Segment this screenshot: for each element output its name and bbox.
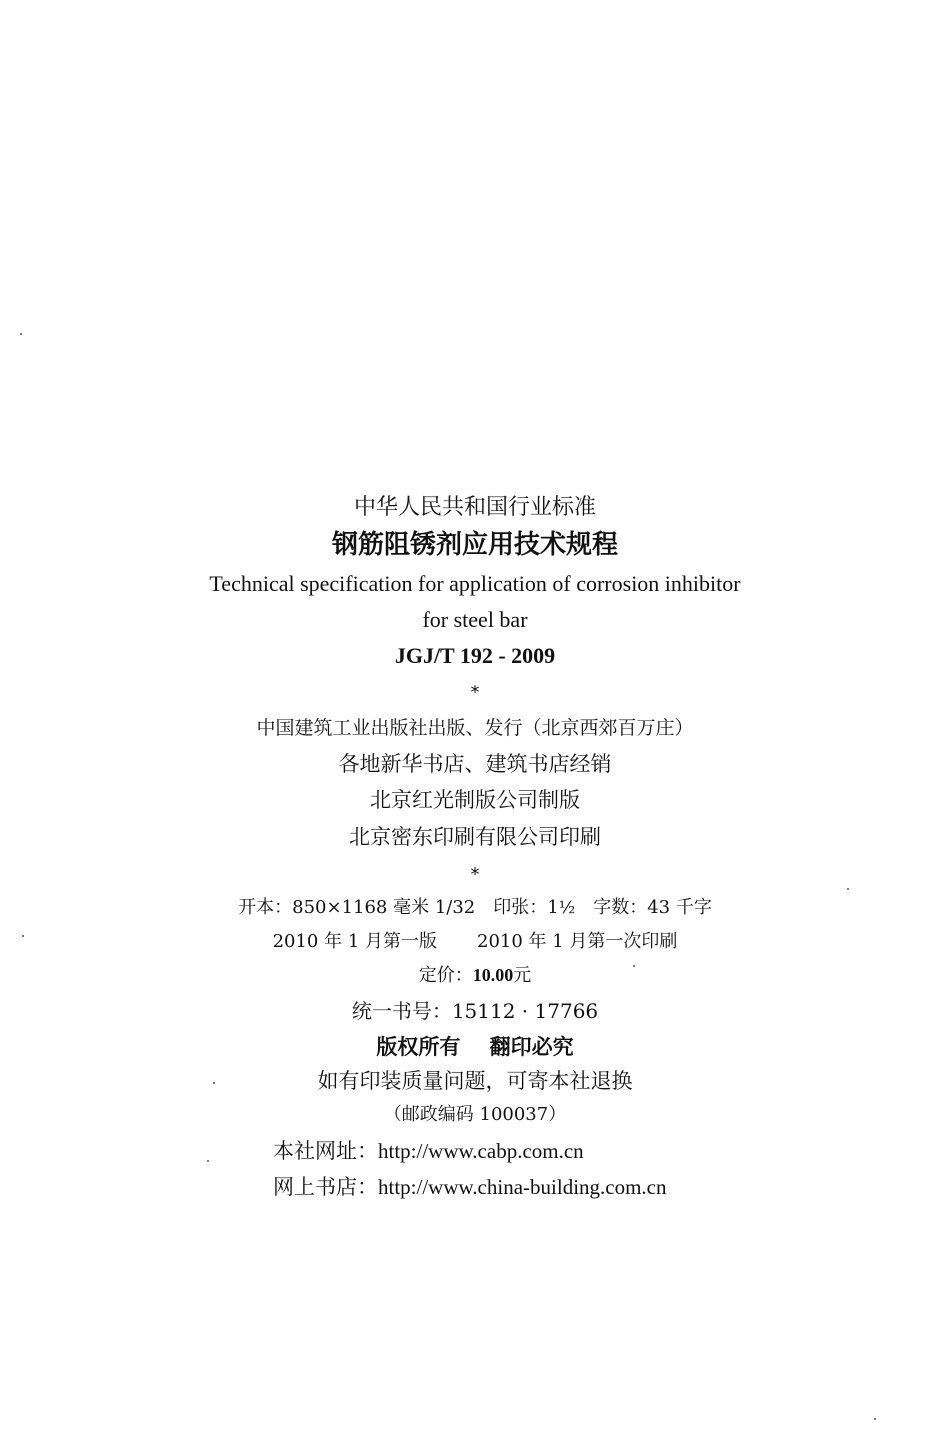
title-english-line1: Technical specification for application of corrosion inhibitor — [209, 571, 741, 596]
price-label: 定价： — [418, 965, 473, 986]
price-value: 10.00 — [472, 965, 514, 985]
bookstore-url: http://www.china-building.com.cn — [378, 1175, 667, 1199]
sheets-label: 印张： — [493, 897, 548, 918]
scan-speck — [22, 935, 24, 937]
price-line — [0, 966, 950, 985]
website-url: http://www.cabp.com.cn — [378, 1139, 584, 1163]
sheets-fraction: ½ — [558, 898, 576, 918]
title-chinese: 钢筋阻锈剂应用技术规程 — [331, 530, 618, 560]
specs-line — [0, 899, 950, 917]
sheets-whole: 1 — [547, 897, 559, 918]
format-spec: 开本：850×1168 毫米 1/32 — [238, 897, 476, 918]
separator-star-top: * — [470, 682, 480, 703]
bookstore-line — [273, 1177, 667, 1198]
website-label: 本社网址： — [273, 1139, 378, 1163]
scan-speck — [847, 888, 849, 890]
plate-maker-line: 北京红光制版公司制版 — [370, 788, 580, 812]
return-notice: 如有印装质量问题，可寄本社退换 — [317, 1069, 633, 1093]
printing-info: 2010 年 1 月第一次印刷 — [477, 931, 678, 952]
scan-speck — [20, 333, 22, 335]
scan-speck — [213, 1082, 215, 1084]
scan-speck — [207, 1160, 209, 1162]
book-number: 统一书号：15112 · 17766 — [351, 999, 599, 1023]
standard-category: 中华人民共和国行业标准 — [353, 495, 596, 520]
scan-speck — [874, 1418, 876, 1420]
bookstore-label: 网上书店： — [273, 1175, 378, 1199]
price-unit: 元 — [513, 965, 532, 986]
word-count: 字数：43 千字 — [593, 897, 712, 918]
scan-speck — [633, 965, 635, 967]
edition-info: 2010 年 1 月第一版 — [272, 931, 437, 952]
publisher-line: 中国建筑工业出版社出版、发行（北京西郊百万庄） — [256, 717, 694, 739]
printer-line: 北京密东印刷有限公司印刷 — [349, 825, 601, 849]
postal-code: （邮政编码 100037） — [383, 1104, 567, 1125]
separator-star-bottom: * — [470, 864, 480, 885]
copyright-notice: 版权所有 翻印必究 — [376, 1034, 574, 1059]
website-line — [273, 1141, 584, 1162]
standard-code: JGJ/T 192 - 2009 — [394, 643, 556, 668]
title-english-line2: for steel bar — [422, 607, 528, 632]
distributor-line: 各地新华书店、建筑书店经销 — [338, 752, 612, 776]
edition-line — [0, 933, 950, 951]
